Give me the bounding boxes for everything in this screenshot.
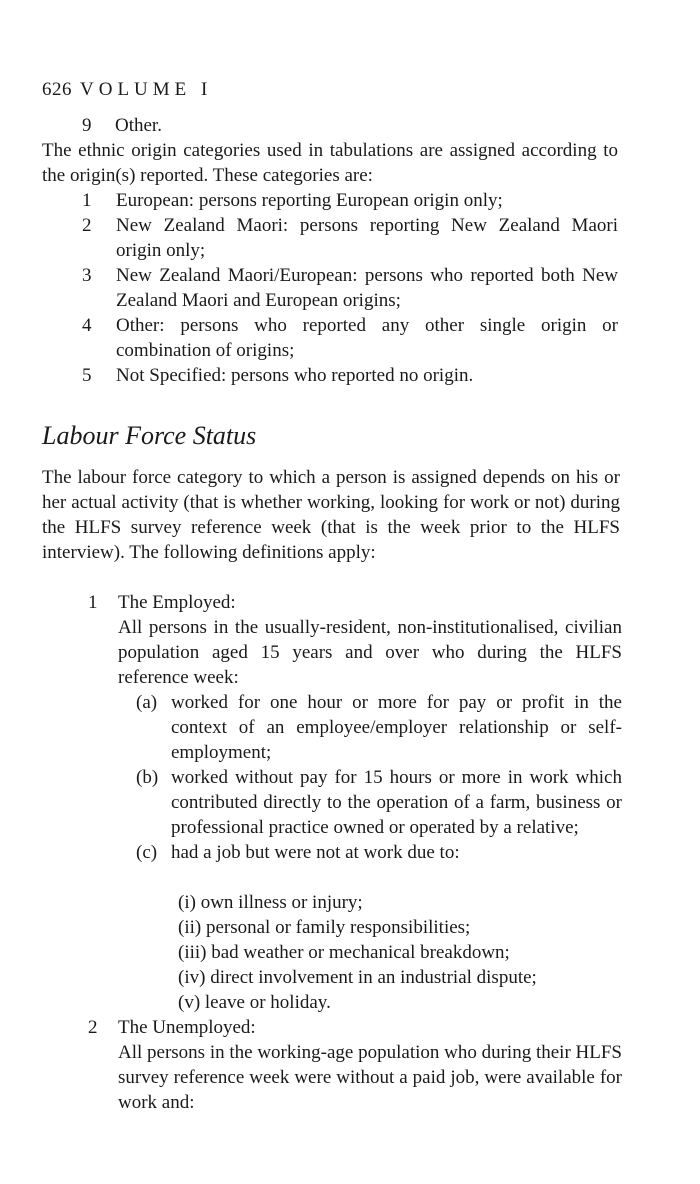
list-item <box>136 690 622 765</box>
item-number: 3 <box>82 265 92 286</box>
list-item <box>82 313 618 363</box>
running-header <box>42 77 212 102</box>
list-item <box>178 990 618 1015</box>
list-item <box>82 213 618 263</box>
page-number: 626 <box>42 79 72 100</box>
item-text: leave or holiday. <box>204 992 331 1013</box>
employed-title-row <box>88 590 618 615</box>
labour-intro-paragraph: The labour force category to which a person is assigned depends on his or her actual activity (that is whether working, looking for work or not) during the HLFS survey reference week (that is the week prior to the HLFS interview). The following definitions apply: <box>42 467 620 563</box>
item-text: worked without pay for 15 hours or more in work which contributed directly to the operation of a farm, business or professional practice owned or operated by a relative; <box>171 767 622 838</box>
item-label: (b) <box>136 767 159 788</box>
item-number: 1 <box>82 190 92 211</box>
list-item <box>178 940 618 965</box>
item-label: (iv) <box>178 967 206 988</box>
list-item <box>136 765 622 840</box>
unemployed-title-row <box>88 1015 618 1040</box>
item-label: (c) <box>136 842 158 863</box>
item-number: 2 <box>82 215 92 236</box>
item-text: European: persons reporting European origin only; <box>116 190 503 211</box>
list-item <box>136 840 622 865</box>
unemployed-title: The Unemployed: <box>118 1017 256 1038</box>
absence-reasons-list <box>178 890 618 1015</box>
list-item <box>178 915 618 940</box>
list-item <box>82 188 618 213</box>
item-text: worked for one hour or more for pay or profit in the context of an employee/employer relationship or self-employment; <box>171 692 622 763</box>
item-text: personal or family responsibilities; <box>205 917 471 938</box>
volume-label: VOLUME I <box>80 79 213 100</box>
origin-intro-paragraph: The ethnic origin categories used in tabulations are assigned according to the origin(s) reported. These categories are: <box>42 140 618 186</box>
origin-category-list <box>82 188 618 388</box>
item-text: Other. <box>115 115 162 136</box>
employed-criteria-list <box>136 690 622 865</box>
item-number: 2 <box>88 1017 98 1038</box>
item-text: bad weather or mechanical breakdown; <box>211 942 510 963</box>
item-label: (a) <box>136 692 158 713</box>
list-item <box>82 363 618 388</box>
origin-item-9 <box>82 113 622 138</box>
item-text: Not Specified: persons who reported no origin. <box>116 365 474 386</box>
list-item <box>178 890 618 915</box>
item-number: 9 <box>82 115 92 136</box>
item-label: (iii) <box>178 942 207 963</box>
item-label: (i) <box>178 892 196 913</box>
item-number: 1 <box>88 592 98 613</box>
item-text: had a job but were not at work due to: <box>171 842 460 863</box>
list-item <box>82 263 618 313</box>
section-heading: Labour Force Status <box>42 421 257 450</box>
item-text: New Zealand Maori/European: persons who reported both New Zealand Maori and European origins; <box>116 265 618 311</box>
item-text: direct involvement in an industrial dispute; <box>210 967 537 988</box>
item-text: own illness or injury; <box>200 892 363 913</box>
employed-description: All persons in the usually-resident, non-institutionalised, civilian population aged 15 years and over who during the HLFS reference week: <box>118 617 622 688</box>
item-number: 5 <box>82 365 92 386</box>
item-label: (v) <box>178 992 201 1013</box>
item-text: New Zealand Maori: persons reporting New Zealand Maori origin only; <box>116 215 618 261</box>
employed-title: The Employed: <box>118 592 236 613</box>
item-label: (ii) <box>178 917 202 938</box>
unemployed-description: All persons in the working-age population who during their HLFS survey reference week were without a paid job, were available for work and: <box>118 1042 622 1113</box>
item-number: 4 <box>82 315 92 336</box>
list-item <box>178 965 618 990</box>
item-text: Other: persons who reported any other single origin or combination of origins; <box>116 315 618 361</box>
